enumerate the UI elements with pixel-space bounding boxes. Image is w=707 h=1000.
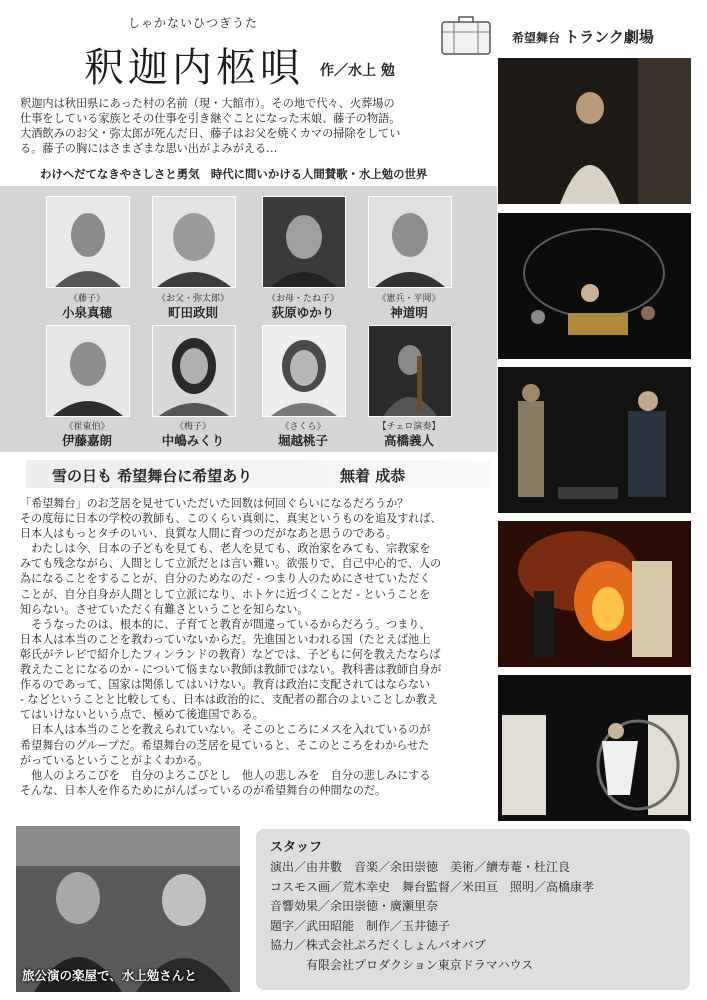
essay-line: 知らない。させていただく有難さということを知らない。	[20, 602, 309, 616]
essay-line: わたしは今、日本の子どもを見ても、老人を見ても、政治家をみても、宗教家を	[20, 542, 431, 556]
cast-role: 《さくら》	[280, 422, 326, 432]
troupe-theatre: トランク劇場	[564, 28, 654, 46]
cast-name: 荻原ゆかり	[271, 305, 335, 320]
essay-line: そんな、日本人を作るためにがんばっているのが希望舞台の仲間なのだ。	[20, 783, 387, 797]
cast-name: 伊藤嘉朗	[61, 433, 112, 448]
essay-line: そうなったのは、根本的に、子育てと教育が間違っているからだろう。つまり、	[20, 617, 431, 631]
cast-name: 小泉真穂	[61, 305, 112, 320]
tagline: わけへだてなきやさしさと勇気 時代に問いかける人間賛歌・水上勉の世界	[40, 167, 428, 181]
cast-role: 《崔東伯》	[64, 422, 110, 432]
stage-photo	[498, 521, 691, 667]
cast-photo	[262, 325, 346, 417]
author-credit: 作／水上 勉	[320, 63, 395, 79]
synopsis-line: 仕事をしている家族とその仕事を引き継ぐことになった末娘、藤子の物語。	[20, 112, 401, 125]
staff-line: 題字／武田昭能 制作／玉井徳子	[270, 918, 451, 933]
essay-line: 教えたことになるのか - について悩まない教師は教師ではない。教科書は教師自身が	[20, 663, 442, 677]
synopsis-line: 釈迦内は秋田県にあった村の名前（現・大館市）。その地で代々、火葬場の	[20, 97, 395, 110]
title-reading: しゃかないひつぎうた	[128, 16, 259, 30]
essay-body	[20, 496, 498, 798]
trunk-icon	[440, 14, 492, 56]
cast-role: 《お母・たね子》	[266, 294, 339, 304]
essay-line: 作るのであって、国家は関係してはいけない。教育は政治に支配されてはならない	[20, 678, 431, 692]
cast-name: 神道明	[390, 305, 428, 320]
staff-line: 有限会社プロダクション東京ドラマハウス	[270, 957, 534, 972]
cast-photo	[262, 196, 346, 288]
essay-line: がっているということがよくわかる。	[20, 753, 209, 767]
staff-line: 音響効果／余田崇徳・廣瀬里奈	[270, 899, 439, 913]
troupe-name	[512, 26, 654, 47]
staff-line: 演出／由井數 音楽／余田崇徳 美術／續寿菴・杜江良	[270, 860, 571, 874]
stage-photo	[498, 213, 691, 359]
essay-line: ことが、自分自身が人間として立派になり、ホトケに近づくことだ - ということを	[20, 587, 431, 601]
staff-heading: スタッフ	[270, 840, 323, 855]
essay-line: みても残念ながら、人間として立派だとは言い難い。欲張りで、自己中心的で、人の	[20, 557, 442, 571]
synopsis-line: 大酒飲みのお父・弥太郎が死んだ日、藤子はお父を焼くカマの掃除をしてい	[20, 127, 401, 140]
essay-line: 他人のよろこびを 自分のよろこびとし 他人の悲しみを 自分の悲しみにする	[20, 768, 431, 782]
cast-photo	[46, 196, 130, 288]
essay-line: 日本人は本当のことを教わっていないからだ。先進国といわれる国（たとえば池上	[20, 632, 431, 646]
cast-role: 《梅子》	[174, 422, 211, 432]
synopsis-line: る。藤子の胸にはさまざまな思い出がよみがえる…	[20, 142, 278, 155]
cast-role: 《お父・弥太郎》	[156, 294, 229, 304]
cast-photo	[152, 196, 236, 288]
cast-photo	[368, 196, 452, 288]
cast-name: 町田政則	[167, 305, 218, 320]
essay-line: 日本人はもっとタチのいい、良質な人間に育つのだがなあと思うのである。	[20, 527, 398, 541]
cast-role: 《藤子》	[68, 294, 105, 304]
essay-line: 「希望舞台」のお芝居を見せていただいた回数は何回ぐらいになるだろうか？	[20, 497, 409, 510]
cast-photo	[152, 325, 236, 417]
essay-line: 彰氏がテレビで紹介したフィンランドの教育）などでは、子どもに何を教えたならば	[20, 647, 441, 661]
essay-title: 雪の日も 希望舞台に希望あり	[52, 467, 253, 485]
cast-photo	[46, 325, 130, 417]
staff-line: 協力／株式会社ぷろだくしょんバオバブ	[270, 938, 486, 952]
troupe-prefix: 希望舞台	[512, 31, 561, 45]
cast-name: 中嶋みくり	[161, 433, 225, 448]
cast-role: 《憲兵・平岡》	[377, 294, 441, 304]
staff-list	[270, 858, 594, 975]
essay-author: 無着 成恭	[340, 467, 406, 485]
play-title: 釈迦内柩唄	[84, 45, 304, 91]
stage-photo	[498, 58, 691, 204]
essay-line: 日本人は本当のことを教えられていない。そこのところにメスを入れているのが	[20, 723, 431, 737]
essay-line: - などということと比較しても、日本は政治的に、支配者の都合のよいことしか教え	[20, 693, 439, 707]
stage-photo	[498, 367, 691, 513]
synopsis	[20, 96, 495, 156]
essay-line: 為になることをすることが、自分のためなのだ - つまり人のためにさせていただく	[20, 572, 431, 586]
essay-line: 希望舞台のグループだ。希望舞台の芝居を見ていると、そこのところをわからせた	[20, 738, 430, 752]
photo-caption: 旅公演の楽屋で、水上勉さんと	[22, 968, 197, 983]
stage-photo	[498, 675, 691, 821]
cast-role: 【チェロ演奏】	[377, 422, 441, 432]
cast-name: 高橋義人	[383, 433, 434, 448]
essay-line: その度毎に日本の学校の教師も、このくらい真剣に、真実というものを追及すれば、	[20, 512, 442, 526]
staff-line: コスモス画／荒木幸史 舞台監督／米田亘 照明／高橋康孝	[270, 879, 595, 894]
cast-photo	[368, 325, 452, 417]
essay-line: てはいけないという点で、極めて後進国である。	[20, 708, 264, 722]
cast-name: 堀越桃子	[277, 433, 328, 448]
